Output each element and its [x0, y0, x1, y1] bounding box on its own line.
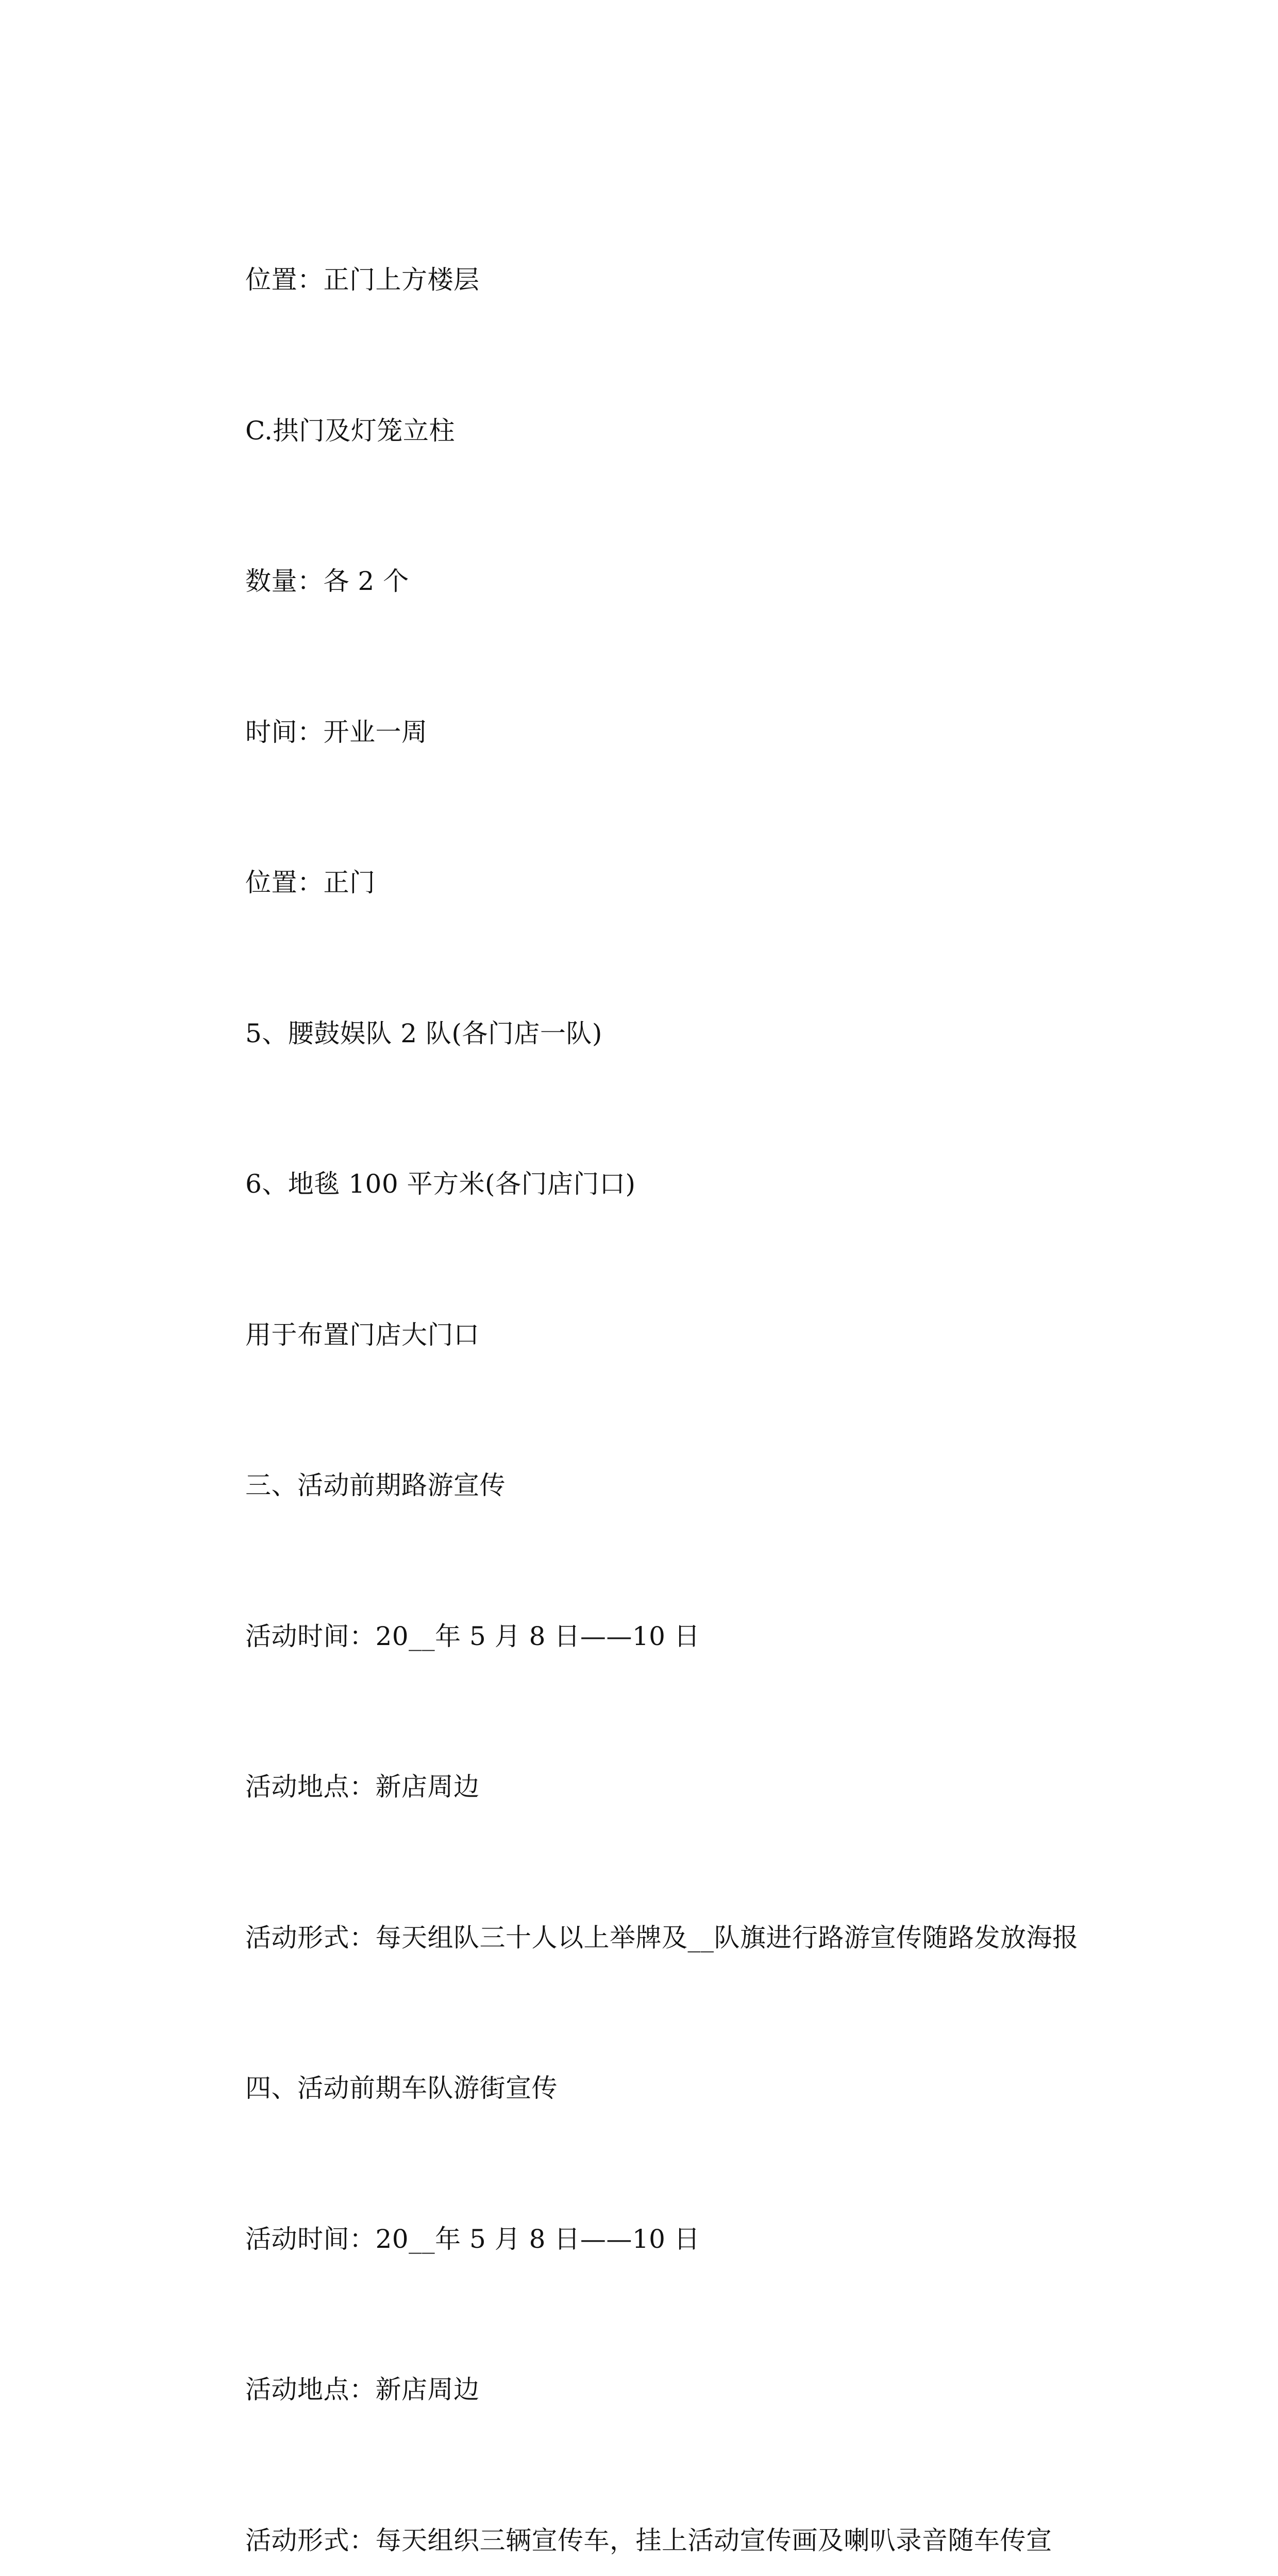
- text-line: 活动形式：每天组织三辆宣传车，挂上活动宣传画及喇叭录音随车传宣: [245, 2525, 1052, 2555]
- section-heading: 三、活动前期路游宣传: [245, 1470, 506, 1500]
- text-line: 活动地点：新店周边: [245, 2375, 480, 2404]
- text-line: 5、腰鼓娱队 2 队(各门店一队): [245, 1018, 602, 1048]
- text-line: 数量：各 2 个: [245, 566, 409, 596]
- text-line: 位置：正门: [245, 868, 376, 897]
- text-line: 活动时间：20__年 5 月 8 日——10 日: [245, 1621, 700, 1651]
- text-line: 活动时间：20__年 5 月 8 日——10 日: [245, 2224, 700, 2254]
- document-body: [245, 155, 1224, 2576]
- section-heading: 四、活动前期车队游街宣传: [245, 2073, 558, 2103]
- text-line: 6、地毯 100 平方米(各门店门口): [245, 1169, 636, 1199]
- text-line: 时间：开业一周: [245, 717, 428, 747]
- text-line: 用于布置门店大门口: [245, 1319, 480, 1350]
- text-line: C.拱门及灯笼立柱: [245, 415, 455, 446]
- text-line: 位置：正门上方楼层: [245, 265, 480, 295]
- text-line: 活动地点：新店周边: [245, 1772, 480, 1802]
- text-line: 活动形式：每天组队三十人以上举牌及__队旗进行路游宣传随路发放海报: [245, 1922, 1079, 1953]
